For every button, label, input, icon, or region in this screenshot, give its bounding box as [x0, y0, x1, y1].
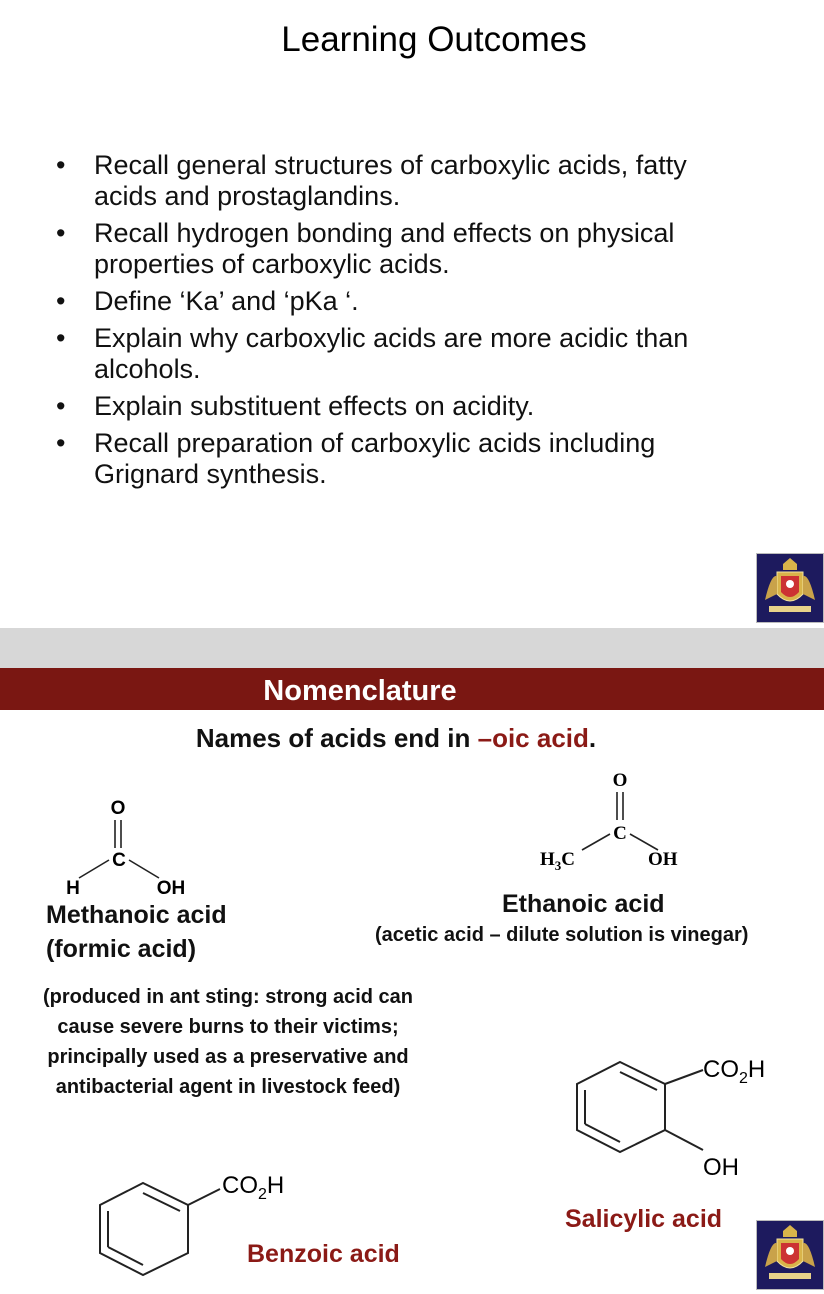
methanoic-note: (produced in ant sting: strong acid can cause severe burns to their victims; principally used as a preservative and antibacterial agent in livestock feed)	[42, 986, 414, 1098]
salicylic-acid-structure	[565, 1040, 795, 1190]
outcomes-list	[52, 150, 752, 496]
outcome-item: • Recall hydrogen bonding and effects on physical properties of carboxylic acids.	[56, 218, 675, 279]
crest-logo-icon	[756, 553, 824, 623]
atom-label: C	[112, 850, 126, 871]
bullet-icon: •	[56, 323, 66, 353]
atom-label: OH	[648, 849, 678, 870]
slide-divider	[0, 628, 824, 668]
subtitle: Names of acids end in –oic acid.	[195, 723, 597, 753]
bullet-icon: •	[56, 150, 66, 180]
compound-name: Benzoic acid	[247, 1240, 400, 1268]
methanoic-acid-structure	[55, 790, 215, 905]
common-name: (formic acid)	[46, 935, 197, 963]
outcome-item: • Explain substituent effects on acidity.	[56, 391, 535, 421]
compound-name: Salicylic acid	[565, 1205, 723, 1233]
bond-line	[585, 1124, 620, 1142]
bond-line	[79, 860, 109, 878]
benzene-ring	[100, 1183, 188, 1275]
atom-label: H	[66, 878, 80, 899]
substituent-label: $CO_2H$	[222, 1172, 285, 1203]
bond-line	[108, 1247, 143, 1265]
slide-learning-outcomes	[0, 0, 824, 628]
atom-label: O	[110, 798, 126, 819]
benzene-ring	[577, 1062, 665, 1152]
atom-label: O	[612, 770, 628, 791]
bullet-icon: •	[56, 286, 66, 316]
atom-label: OH	[156, 878, 186, 899]
outcome-item: • Recall general structures of carboxylic acids, fatty acids and prostaglandins.	[56, 150, 687, 211]
bond-line	[582, 834, 610, 850]
bond-line	[620, 1072, 657, 1090]
outcome-item: • Recall preparation of carboxylic acids including Grignard synthesis.	[56, 428, 656, 489]
title-banner	[0, 668, 824, 710]
common-name: (acetic acid – dilute solution is vinegar)	[375, 924, 749, 946]
compound-name: Ethanoic acid	[502, 890, 665, 918]
substituent-label: OH	[703, 1154, 739, 1181]
bond-line	[129, 860, 159, 878]
suffix-highlight: –oic acid	[477, 723, 589, 753]
benzoic-acid-structure	[88, 1155, 318, 1290]
outcome-item: • Explain why carboxylic acids are more acidic than alcohols.	[56, 323, 689, 384]
ethanoic-acid-structure	[530, 764, 700, 874]
bond-line	[188, 1189, 220, 1205]
atom-label: $H_3C$	[540, 849, 576, 873]
bullet-icon: •	[56, 391, 66, 421]
bullet-icon: •	[56, 428, 66, 458]
slide-title: Nomenclature	[263, 675, 457, 707]
slide-title: Learning Outcomes	[281, 20, 587, 59]
crest-logo-icon	[756, 1220, 824, 1290]
outcome-item: • Define ‘Ka’ and ‘pKa ‘.	[56, 286, 359, 316]
bond-line	[665, 1130, 703, 1150]
atom-label: C	[613, 823, 627, 844]
bond-line	[630, 834, 658, 850]
bond-line	[143, 1193, 180, 1211]
bond-line	[665, 1070, 703, 1084]
substituent-label: $CO_2H$	[703, 1056, 766, 1087]
compound-name: Methanoic acid	[46, 901, 227, 929]
bullet-icon: •	[56, 218, 66, 248]
